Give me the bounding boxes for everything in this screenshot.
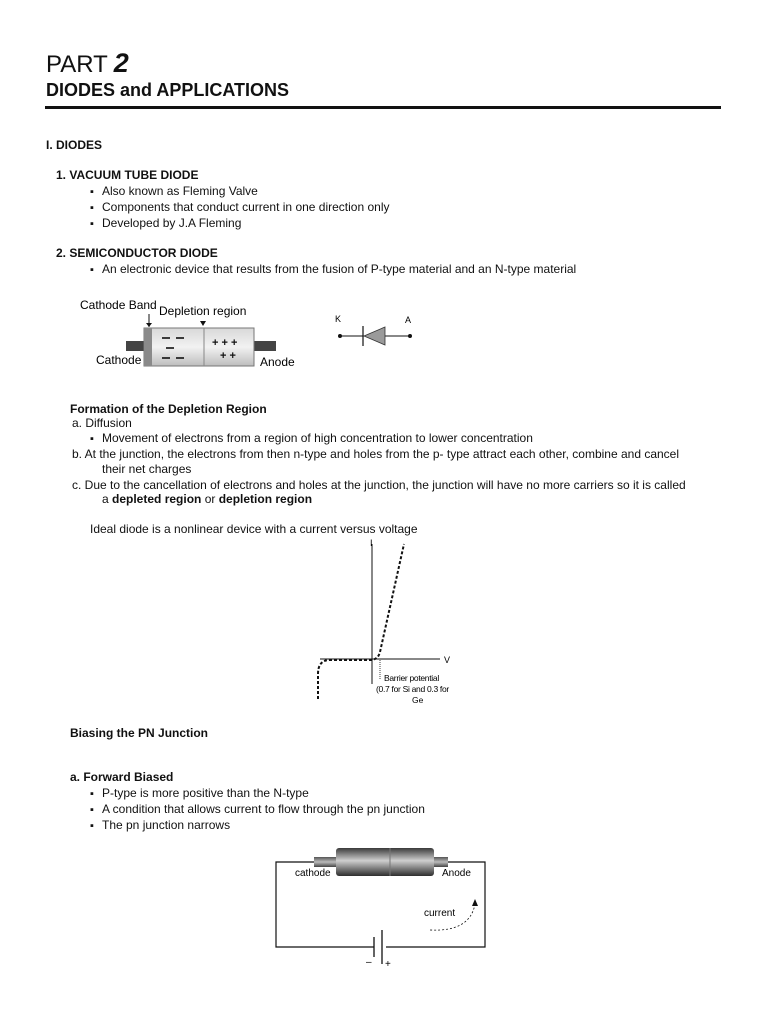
c-text-or: or [201,492,219,506]
diode-body [144,328,254,366]
forward-bullet: ▪ P-type is more positive than the N-type [90,786,309,800]
biasing-title: Biasing the PN Junction [70,726,209,740]
part-number: 2 [113,48,129,78]
section-title: I. DIODES [46,138,103,152]
formation-title: Formation of the Depletion Region [70,402,267,416]
part-label: PART [46,51,108,78]
part-heading [46,48,129,79]
anode-label: Anode [260,355,295,369]
semi-title: 2. SEMICONDUCTOR DIODE [56,246,218,260]
battery-plus: + [385,959,391,968]
formation-b: b. At the junction, the electrons from then n-type and holes from the p- type attract each other, combine and cancel [72,447,680,461]
forward-biased-title: a. Forward Biased [70,770,174,784]
circuit-anode-label: Anode [442,868,471,879]
symbol-triangle [364,327,385,345]
vacuum-title: 1. VACUUM TUBE DIODE [56,168,199,182]
formation-a: a. Diffusion [72,416,132,430]
formation-a-bullet: ▪ Movement of electrons from a region of high concentration to lower concentration [90,431,533,445]
depletion-arrowhead [200,321,206,326]
a-terminal [408,334,412,338]
forward-bullet: ▪ A condition that allows current to flow through the pn junction [90,802,425,816]
band-arrowhead [146,323,152,327]
a-label: A [405,315,412,325]
title-rule [45,106,721,109]
vacuum-bullet: ▪ Components that conduct current in one direction only [90,200,390,214]
circuit-cathode-label: cathode [295,868,331,879]
circuit-diode-body [336,848,434,876]
i-axis-label: I [370,538,373,548]
c-text-depleted: depleted region [112,492,202,506]
v-axis-label: V [444,655,451,665]
vacuum-bullet: ▪ Also known as Fleming Valve [90,184,258,198]
formation-c: c. Due to the cancellation of electrons and holes at the junction, the junction will have no more carriers so it is called [72,478,686,492]
k-label: K [335,314,342,324]
depletion-region-label: Depletion region [159,304,247,318]
cathode-band-label: Cathode Band [80,298,157,312]
diode-figure [76,294,306,378]
iv-graph [300,534,470,712]
barrier-label-2: (0.7 for Si and 0.3 for [376,684,449,694]
current-arrowhead [472,899,478,906]
forward-bullet: ▪ The pn junction narrows [90,818,230,832]
ideal-diode-text: Ideal diode is a nonlinear device with a current versus voltage [90,522,418,536]
vacuum-bullet: ▪ Developed by J.A Fleming [90,216,241,230]
c-text-depletion: depletion region [218,492,313,506]
battery-minus: – [366,957,372,968]
barrier-label-3: Ge [412,695,424,705]
k-terminal [338,334,342,338]
c-text-a: a [102,492,113,506]
cathode-band [144,328,152,366]
forward-bias-circuit [270,842,492,968]
formation-b-cont: their net charges [102,462,192,476]
svg-text:+ +: + + [220,350,236,362]
barrier-label-1: Barrier potential [384,673,439,683]
formation-c-cont [102,492,312,507]
semi-bullet: ▪ An electronic device that results from the fusion of P-type material and an N-type material [90,262,576,276]
page-title: DIODES and APPLICATIONS [46,80,290,100]
current-label: current [424,908,456,919]
diode-symbol [330,310,420,350]
circuit-cathode-lead [314,857,338,867]
cathode-label: Cathode [96,353,142,367]
svg-text:+ + +: + + + [212,337,238,349]
